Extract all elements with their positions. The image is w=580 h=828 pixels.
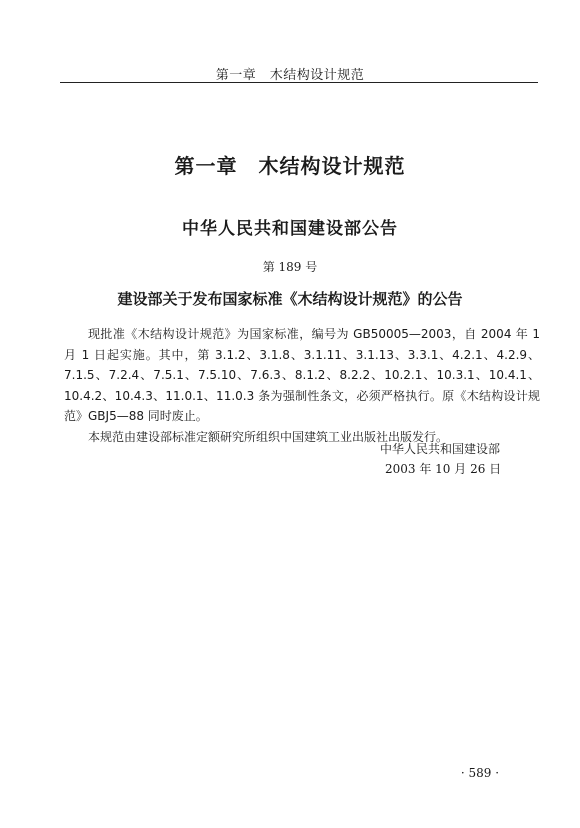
bulletin-title: 中华人民共和国建设部公告 [182,219,398,239]
chapter-title: 第一章 木结构设计规范 [174,154,406,178]
bulletin-number: 第 189 号 [262,260,318,274]
body-text [64,324,540,447]
header-rule [60,82,538,83]
page-number: · 589 · [460,766,500,780]
body-paragraph-1: 现批准《木结构设计规范》为国家标准，编号为 GB50005—2003，自 2004 年 1 月 1 日起实施。其中，第 3.1.2、3.1.8、3.1.11、3.1.13、3.3.1、4.2.1、4.2.9、7.1.5、7.2.4、7.5.1、7.5.10、7.6.3、8.1.2、8.2.2、10.2.1、10.3.1、10.4.1、10.4.2、10.4.3、11.0.1、11.0.3 条为强制性条文，必须严格执行。原《木结构设计规范》GBJ5—88 同时废止。 [64,327,540,423]
issue-date: 2003 年 10 月 26 日 [385,462,502,476]
body-paragraph-2: 本规范由建设部标准定额研究所组织中国建筑工业出版社出版发行。 [88,429,449,444]
announcement-title: 建设部关于发布国家标准《木结构设计规范》的公告 [117,290,463,308]
issuer: 中华人民共和国建设部 [380,442,501,456]
running-header: 第一章 木结构设计规范 [215,68,365,83]
